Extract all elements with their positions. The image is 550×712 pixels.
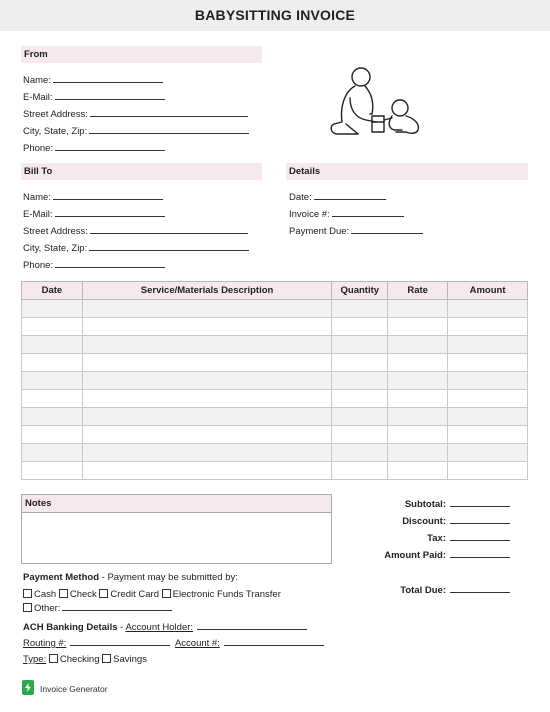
table-cell[interactable] [82, 318, 331, 336]
table-cell[interactable] [332, 300, 388, 318]
table-cell[interactable] [448, 300, 528, 318]
table-cell[interactable] [332, 354, 388, 372]
table-cell[interactable] [332, 444, 388, 462]
bill-to-heading: Bill To [21, 163, 262, 180]
table-row [22, 318, 528, 336]
col-date: Date [22, 282, 83, 300]
account-holder-input[interactable] [197, 621, 307, 630]
amount-paid-field[interactable]: Amount Paid: [384, 549, 510, 561]
table-cell[interactable] [82, 390, 331, 408]
table-cell[interactable] [388, 408, 448, 426]
credit-card-checkbox[interactable]: Credit Card [99, 589, 159, 600]
subtotal-field[interactable]: Subtotal: [405, 498, 510, 510]
total-due-field[interactable]: Total Due: [400, 584, 510, 596]
table-cell[interactable] [448, 354, 528, 372]
table-cell[interactable] [448, 444, 528, 462]
payment-options [23, 589, 281, 601]
table-cell[interactable] [448, 318, 528, 336]
cash-checkbox[interactable]: Cash [23, 589, 56, 600]
table-row [22, 462, 528, 480]
table-cell[interactable] [22, 318, 83, 336]
table-cell[interactable] [388, 336, 448, 354]
invoice-generator-logo-icon [22, 680, 34, 695]
from-name-field[interactable]: Name: [23, 74, 163, 87]
table-row [22, 300, 528, 318]
table-cell[interactable] [388, 426, 448, 444]
table-cell[interactable] [388, 300, 448, 318]
table-row [22, 390, 528, 408]
table-row [22, 354, 528, 372]
bill-city-field[interactable]: City, State, Zip: [23, 242, 249, 255]
table-row [22, 408, 528, 426]
table-cell[interactable] [388, 372, 448, 390]
payment-method-label: Payment Method - Payment may be submitted by: [23, 572, 238, 583]
table-row [22, 426, 528, 444]
details-payment-due-field[interactable]: Payment Due: [289, 225, 423, 238]
table-cell[interactable] [22, 408, 83, 426]
table-cell[interactable] [332, 408, 388, 426]
table-cell[interactable] [82, 444, 331, 462]
savings-checkbox[interactable]: Savings [102, 654, 147, 665]
col-rate: Rate [388, 282, 448, 300]
table-cell[interactable] [22, 354, 83, 372]
items-table [21, 281, 528, 480]
table-cell[interactable] [388, 462, 448, 480]
notes-box[interactable] [21, 494, 332, 564]
table-body [22, 300, 528, 480]
from-phone-field[interactable]: Phone: [23, 142, 165, 155]
notes-heading: Notes [22, 495, 331, 513]
table-cell[interactable] [22, 336, 83, 354]
discount-field[interactable]: Discount: [402, 515, 510, 527]
babysitter-child-icon [328, 64, 424, 138]
table-cell[interactable] [22, 462, 83, 480]
from-heading: From [21, 46, 262, 63]
title-bar [0, 0, 550, 31]
bill-name-field[interactable]: Name: [23, 191, 163, 204]
table-cell[interactable] [82, 426, 331, 444]
table-cell[interactable] [388, 390, 448, 408]
table-cell[interactable] [332, 390, 388, 408]
bill-email-field[interactable]: E-Mail: [23, 208, 165, 221]
bill-phone-field[interactable]: Phone: [23, 259, 165, 272]
table-cell[interactable] [448, 462, 528, 480]
col-description: Service/Materials Description [82, 282, 331, 300]
col-quantity: Quantity [332, 282, 388, 300]
table-cell[interactable] [332, 426, 388, 444]
tax-field[interactable]: Tax: [427, 532, 510, 544]
table-cell[interactable] [448, 372, 528, 390]
table-cell[interactable] [448, 426, 528, 444]
routing-account-line: Routing #: Account #: [23, 637, 324, 650]
table-cell[interactable] [22, 390, 83, 408]
eft-checkbox[interactable]: Electronic Funds Transfer [162, 589, 281, 600]
check-checkbox[interactable]: Check [59, 589, 97, 600]
table-header-row [22, 282, 528, 300]
table-cell[interactable] [388, 444, 448, 462]
table-cell[interactable] [82, 336, 331, 354]
from-address-field[interactable]: Street Address: [23, 108, 248, 121]
table-cell[interactable] [82, 462, 331, 480]
table-cell[interactable] [448, 336, 528, 354]
table-cell[interactable] [82, 408, 331, 426]
footer-brand[interactable]: Invoice Generator [40, 684, 108, 694]
table-cell[interactable] [82, 354, 331, 372]
from-city-field[interactable]: City, State, Zip: [23, 125, 249, 138]
table-cell[interactable] [388, 318, 448, 336]
table-row [22, 336, 528, 354]
table-row [22, 444, 528, 462]
table-cell[interactable] [82, 372, 331, 390]
from-email-field[interactable]: E-Mail: [23, 91, 165, 104]
table-row [22, 372, 528, 390]
ach-details-line: ACH Banking Details - Account Holder: [23, 621, 307, 634]
table-cell[interactable] [448, 390, 528, 408]
table-cell[interactable] [332, 462, 388, 480]
table-cell[interactable] [22, 444, 83, 462]
checking-checkbox[interactable]: Checking [49, 654, 100, 665]
table-cell[interactable] [388, 354, 448, 372]
table-cell[interactable] [22, 300, 83, 318]
details-heading: Details [286, 163, 528, 180]
table-cell[interactable] [22, 426, 83, 444]
bill-address-field[interactable]: Street Address: [23, 225, 248, 238]
details-date-field[interactable]: Date: [289, 191, 386, 204]
page-title: BABYSITTING INVOICE [194, 7, 356, 23]
table-cell[interactable] [448, 408, 528, 426]
account-type-line: Type: Checking Savings [23, 654, 147, 665]
col-amount: Amount [448, 282, 528, 300]
table-cell[interactable] [332, 336, 388, 354]
table-cell[interactable] [332, 372, 388, 390]
table-cell[interactable] [332, 318, 388, 336]
details-invoice-field[interactable]: Invoice #: [289, 208, 404, 221]
routing-input[interactable] [70, 637, 170, 646]
account-input[interactable] [224, 637, 324, 646]
table-cell[interactable] [82, 300, 331, 318]
table-cell[interactable] [22, 372, 83, 390]
other-payment-field[interactable]: Other: [23, 602, 172, 615]
